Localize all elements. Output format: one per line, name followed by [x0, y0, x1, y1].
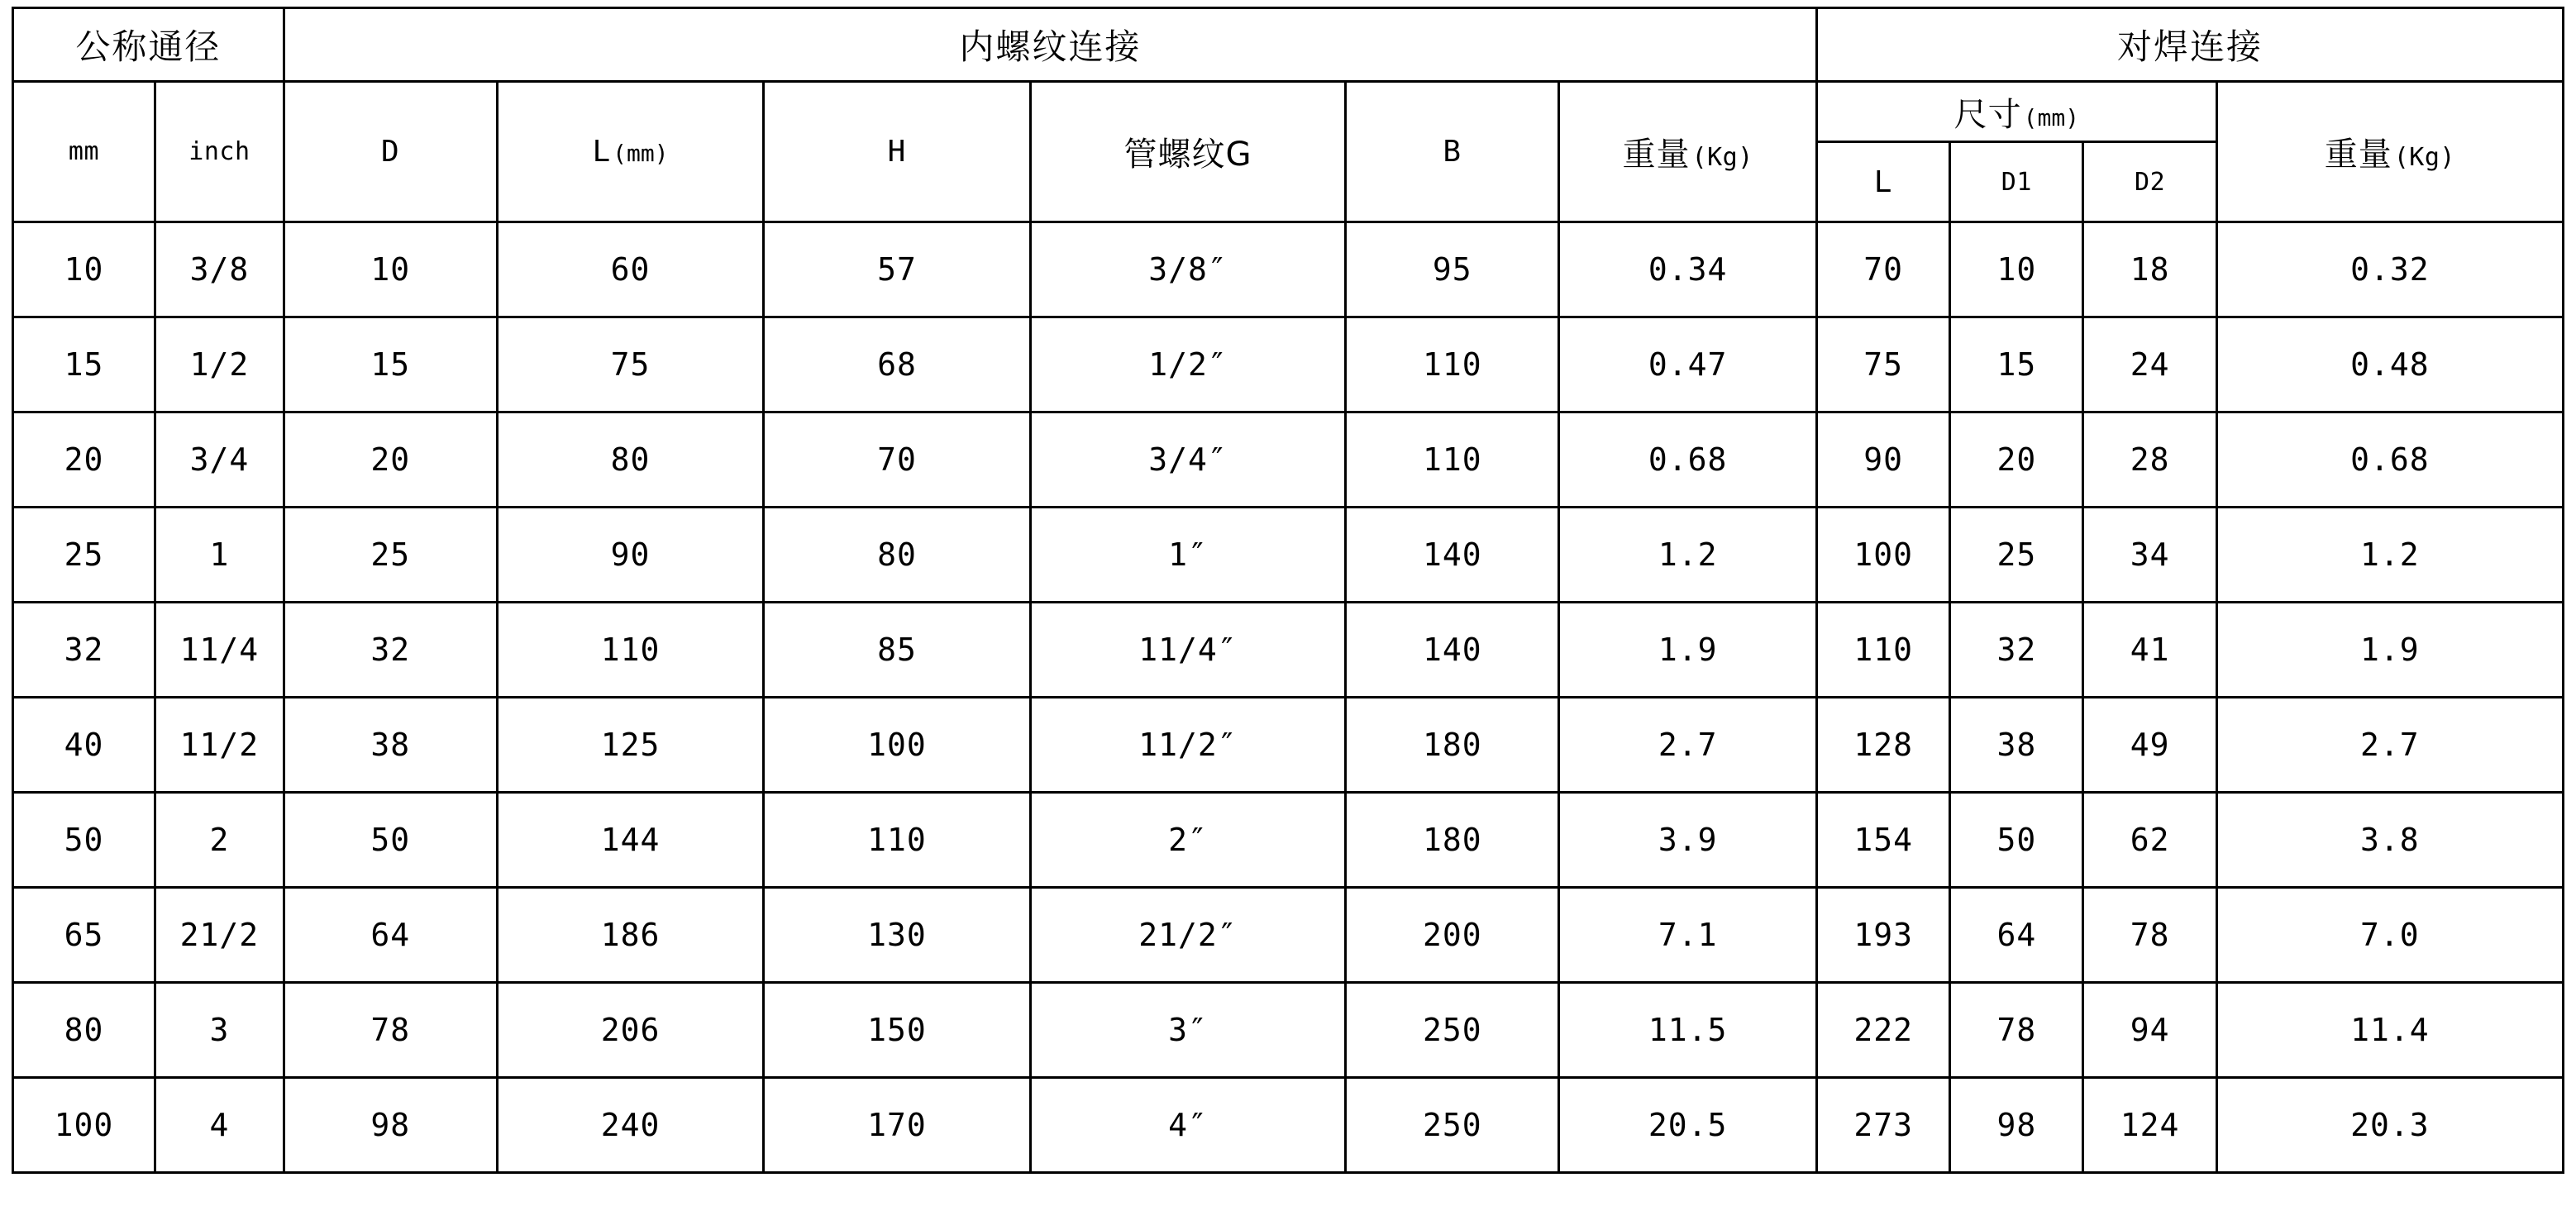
cell-b: 110: [1346, 317, 1559, 412]
cell-weld-d1: 98: [1950, 1078, 2083, 1173]
cell-mm: 65: [13, 888, 155, 983]
cell-l: 240: [497, 1078, 763, 1173]
valve-dimension-table: [12, 7, 2564, 1174]
cell-weight-thread: 2.7: [1559, 698, 1817, 793]
cell-d: 32: [284, 603, 497, 698]
cell-weld-d1: 20: [1950, 412, 2083, 508]
cell-weight-thread: 0.47: [1559, 317, 1817, 412]
cell-weight-weld: 7.0: [2216, 888, 2563, 983]
column-header-weight-thread: [1559, 82, 1817, 222]
cell-mm: 40: [13, 698, 155, 793]
cell-weight-thread: 11.5: [1559, 983, 1817, 1078]
cell-h: 70: [764, 412, 1030, 508]
table-subheader-row-a: [13, 82, 2564, 142]
column-header-dimensions-label: 尺寸: [1953, 95, 2022, 134]
table-row: [13, 222, 2564, 317]
column-header-h: H: [764, 82, 1030, 222]
cell-b: 250: [1346, 1078, 1559, 1173]
cell-d: 10: [284, 222, 497, 317]
table-row: [13, 603, 2564, 698]
column-header-weld-d2: D2: [2083, 142, 2216, 222]
cell-weight-thread: 20.5: [1559, 1078, 1817, 1173]
table-row: [13, 412, 2564, 508]
cell-h: 68: [764, 317, 1030, 412]
cell-pipe-thread-g: 3/8″: [1030, 222, 1346, 317]
cell-weight-weld: 0.48: [2216, 317, 2563, 412]
column-header-pipe-thread-g: 管螺纹G: [1030, 82, 1346, 222]
cell-pipe-thread-g: 11/2″: [1030, 698, 1346, 793]
cell-weld-d2: 94: [2083, 983, 2216, 1078]
cell-mm: 20: [13, 412, 155, 508]
cell-inch: 11/2: [155, 698, 284, 793]
cell-inch: 21/2: [155, 888, 284, 983]
cell-b: 110: [1346, 412, 1559, 508]
cell-l: 75: [497, 317, 763, 412]
cell-b: 95: [1346, 222, 1559, 317]
cell-inch: 4: [155, 1078, 284, 1173]
cell-mm: 80: [13, 983, 155, 1078]
column-header-mm: mm: [13, 82, 155, 222]
cell-b: 140: [1346, 508, 1559, 603]
cell-b: 140: [1346, 603, 1559, 698]
cell-pipe-thread-g: 3″: [1030, 983, 1346, 1078]
cell-h: 110: [764, 793, 1030, 888]
cell-weld-l: 70: [1817, 222, 1950, 317]
cell-mm: 15: [13, 317, 155, 412]
cell-pipe-thread-g: 1/2″: [1030, 317, 1346, 412]
cell-weight-weld: 1.2: [2216, 508, 2563, 603]
cell-weld-d1: 50: [1950, 793, 2083, 888]
header-butt-weld-connection: 对焊连接: [1817, 8, 2564, 82]
cell-weld-d2: 18: [2083, 222, 2216, 317]
cell-weld-l: 110: [1817, 603, 1950, 698]
cell-l: 110: [497, 603, 763, 698]
column-header-dimensions-unit: (mm): [2023, 103, 2080, 131]
cell-weld-d1: 10: [1950, 222, 2083, 317]
cell-d: 15: [284, 317, 497, 412]
cell-weight-thread: 1.9: [1559, 603, 1817, 698]
column-header-b: B: [1346, 82, 1559, 222]
cell-weld-d2: 24: [2083, 317, 2216, 412]
cell-inch: 3/8: [155, 222, 284, 317]
cell-weight-thread: 0.34: [1559, 222, 1817, 317]
cell-weld-d2: 41: [2083, 603, 2216, 698]
cell-l: 80: [497, 412, 763, 508]
cell-mm: 32: [13, 603, 155, 698]
cell-weld-d1: 15: [1950, 317, 2083, 412]
cell-weld-d1: 64: [1950, 888, 2083, 983]
cell-b: 180: [1346, 698, 1559, 793]
cell-weight-thread: 1.2: [1559, 508, 1817, 603]
cell-h: 57: [764, 222, 1030, 317]
cell-pipe-thread-g: 3/4″: [1030, 412, 1346, 508]
column-header-inch: inch: [155, 82, 284, 222]
cell-pipe-thread-g: 21/2″: [1030, 888, 1346, 983]
cell-weight-thread: 7.1: [1559, 888, 1817, 983]
cell-weld-d1: 25: [1950, 508, 2083, 603]
cell-inch: 1: [155, 508, 284, 603]
cell-weld-d2: 49: [2083, 698, 2216, 793]
cell-inch: 11/4: [155, 603, 284, 698]
cell-pipe-thread-g: 2″: [1030, 793, 1346, 888]
cell-d: 20: [284, 412, 497, 508]
cell-d: 64: [284, 888, 497, 983]
cell-weld-d1: 38: [1950, 698, 2083, 793]
column-header-l-unit: (mm): [613, 140, 669, 167]
column-header-weld-l: L: [1817, 142, 1950, 222]
cell-b: 200: [1346, 888, 1559, 983]
cell-l: 144: [497, 793, 763, 888]
column-header-weight-thread-label: 重量: [1622, 136, 1691, 174]
cell-l: 90: [497, 508, 763, 603]
cell-inch: 3/4: [155, 412, 284, 508]
cell-weld-l: 75: [1817, 317, 1950, 412]
cell-weld-l: 128: [1817, 698, 1950, 793]
cell-weld-l: 154: [1817, 793, 1950, 888]
cell-h: 100: [764, 698, 1030, 793]
cell-mm: 50: [13, 793, 155, 888]
cell-weld-l: 100: [1817, 508, 1950, 603]
cell-weight-weld: 20.3: [2216, 1078, 2563, 1173]
cell-h: 170: [764, 1078, 1030, 1173]
header-female-thread-connection: 内螺纹连接: [284, 8, 1816, 82]
table-row: [13, 508, 2564, 603]
cell-weld-d2: 62: [2083, 793, 2216, 888]
cell-l: 206: [497, 983, 763, 1078]
cell-h: 80: [764, 508, 1030, 603]
cell-weld-d2: 28: [2083, 412, 2216, 508]
cell-weight-weld: 1.9: [2216, 603, 2563, 698]
cell-mm: 100: [13, 1078, 155, 1173]
cell-weight-weld: 3.8: [2216, 793, 2563, 888]
cell-inch: 3: [155, 983, 284, 1078]
table-row: [13, 983, 2564, 1078]
cell-d: 78: [284, 983, 497, 1078]
cell-d: 38: [284, 698, 497, 793]
table-row: [13, 888, 2564, 983]
table-row: [13, 793, 2564, 888]
cell-weight-weld: 2.7: [2216, 698, 2563, 793]
cell-weld-d2: 78: [2083, 888, 2216, 983]
cell-l: 125: [497, 698, 763, 793]
column-header-weight-weld-label: 重量: [2324, 136, 2392, 174]
cell-l: 186: [497, 888, 763, 983]
cell-weight-thread: 0.68: [1559, 412, 1817, 508]
cell-weld-l: 222: [1817, 983, 1950, 1078]
cell-d: 25: [284, 508, 497, 603]
header-nominal-diameter: 公称通径: [13, 8, 284, 82]
cell-pipe-thread-g: 1″: [1030, 508, 1346, 603]
cell-weld-l: 90: [1817, 412, 1950, 508]
cell-l: 60: [497, 222, 763, 317]
cell-inch: 2: [155, 793, 284, 888]
cell-pipe-thread-g: 11/4″: [1030, 603, 1346, 698]
column-header-l-label: L: [592, 135, 612, 169]
table-row: [13, 698, 2564, 793]
cell-d: 98: [284, 1078, 497, 1173]
column-header-weight-thread-unit: (Kg): [1691, 143, 1753, 172]
cell-weight-weld: 0.32: [2216, 222, 2563, 317]
table-group-header-row: [13, 8, 2564, 82]
cell-mm: 10: [13, 222, 155, 317]
cell-weld-l: 193: [1817, 888, 1950, 983]
cell-h: 130: [764, 888, 1030, 983]
column-header-l-mm: [497, 82, 763, 222]
cell-inch: 1/2: [155, 317, 284, 412]
cell-weld-l: 273: [1817, 1078, 1950, 1173]
cell-weld-d2: 124: [2083, 1078, 2216, 1173]
cell-d: 50: [284, 793, 497, 888]
column-header-weight-weld-unit: (Kg): [2393, 143, 2455, 172]
cell-h: 150: [764, 983, 1030, 1078]
cell-pipe-thread-g: 4″: [1030, 1078, 1346, 1173]
cell-mm: 25: [13, 508, 155, 603]
column-header-d: D: [284, 82, 497, 222]
cell-weight-thread: 3.9: [1559, 793, 1817, 888]
column-header-weight-weld: [2216, 82, 2563, 222]
cell-h: 85: [764, 603, 1030, 698]
cell-weight-weld: 0.68: [2216, 412, 2563, 508]
cell-weld-d1: 78: [1950, 983, 2083, 1078]
table-row: [13, 1078, 2564, 1173]
cell-b: 250: [1346, 983, 1559, 1078]
cell-weight-weld: 11.4: [2216, 983, 2563, 1078]
cell-b: 180: [1346, 793, 1559, 888]
cell-weld-d1: 32: [1950, 603, 2083, 698]
table-row: [13, 317, 2564, 412]
column-header-weld-d1: D1: [1950, 142, 2083, 222]
cell-weld-d2: 34: [2083, 508, 2216, 603]
column-header-dimensions: [1817, 82, 2217, 142]
